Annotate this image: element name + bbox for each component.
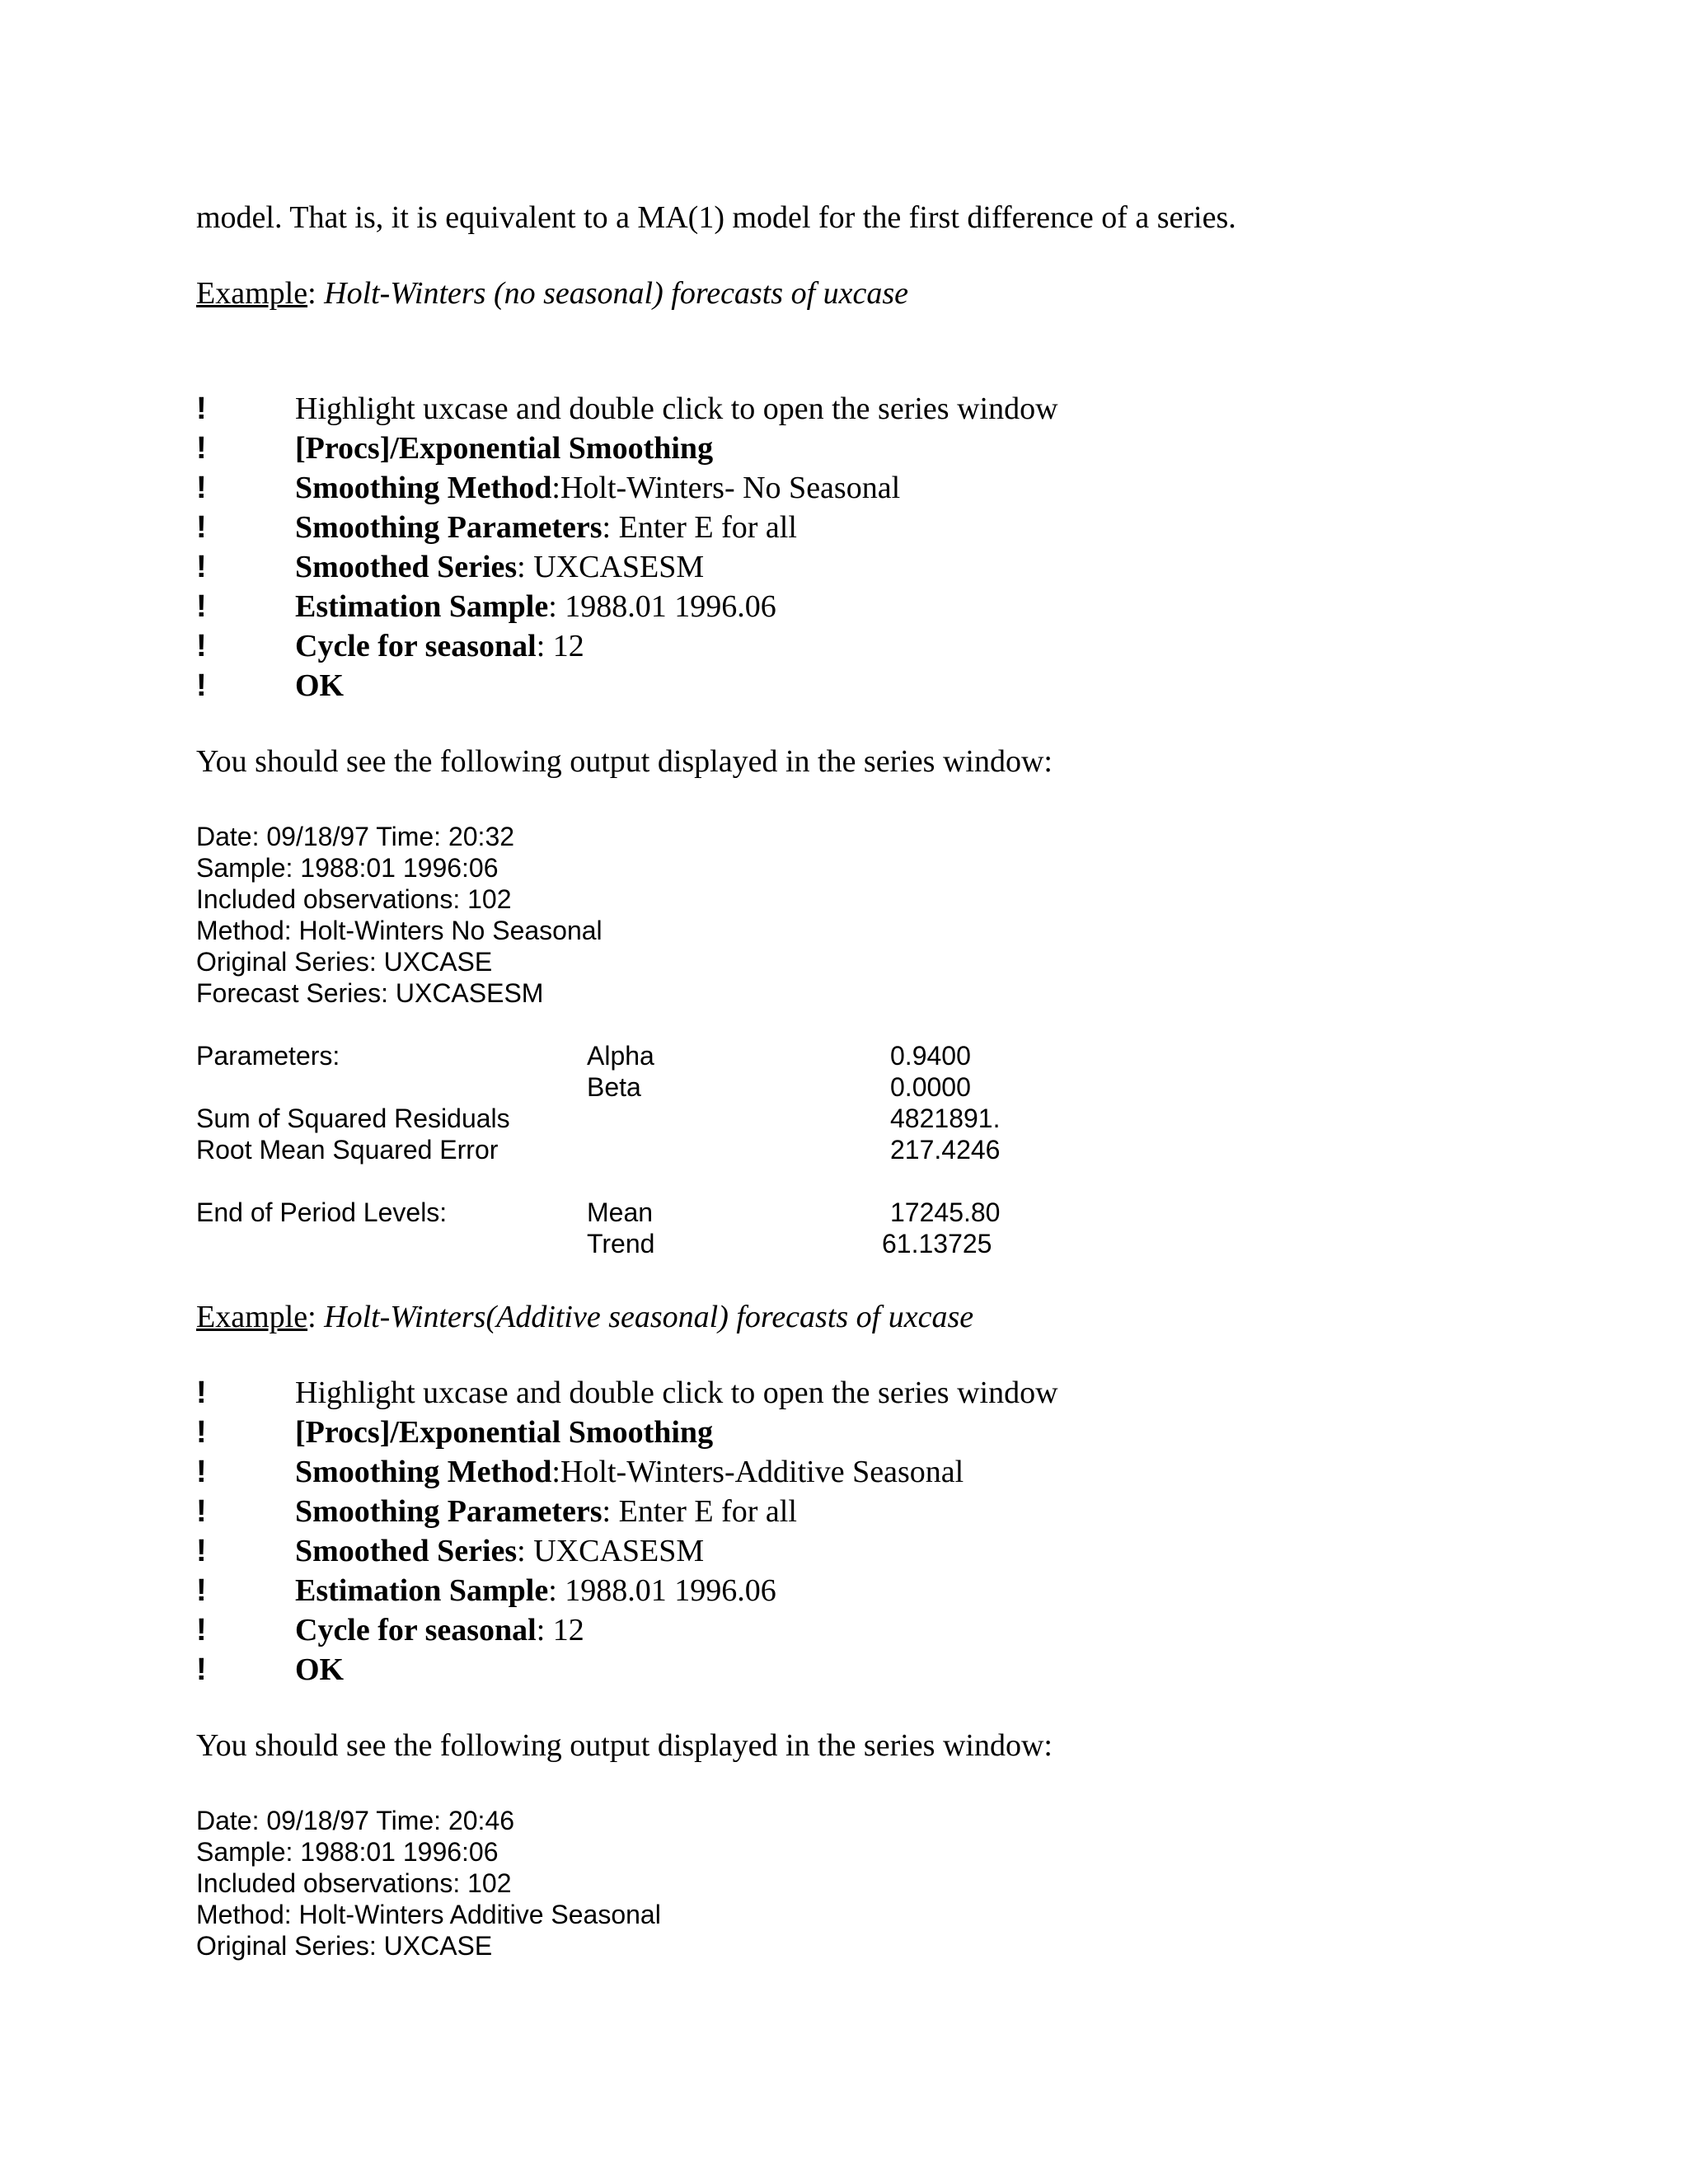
example1-title: Holt-Winters (no seasonal) forecasts of uxcase (324, 276, 909, 311)
output-line: Sample: 1988:01 1996:06 (196, 853, 499, 883)
table-value: 0.0000 (890, 1072, 971, 1102)
output-line: Method: Holt-Winters Additive Seasonal (196, 1900, 661, 1929)
step-bullet: ! (196, 1652, 207, 1687)
table-value: 61.13725 (882, 1229, 992, 1258)
table-param: Trend (587, 1229, 655, 1258)
table-label: Sum of Squared Residuals (196, 1104, 510, 1133)
example2-step-8: OK (295, 1652, 345, 1687)
step-bullet: ! (196, 510, 207, 545)
example1-step-1: Highlight uxcase and double click to open the series window (295, 391, 1058, 426)
step-bullet: ! (196, 1613, 207, 1647)
example2-step-4: Smoothing Parameters: Enter E for all (295, 1494, 797, 1529)
example1-see-output: You should see the following output displayed in the series window: (196, 744, 1053, 779)
output-line: Original Series: UXCASE (196, 947, 493, 977)
output-line: Sample: 1988:01 1996:06 (196, 1837, 499, 1867)
output-line: Method: Holt-Winters No Seasonal (196, 916, 603, 945)
step-bullet: ! (196, 431, 207, 466)
table-value: 0.9400 (890, 1041, 971, 1071)
example2-heading (196, 1297, 973, 1337)
step-bullet: ! (196, 668, 207, 703)
table-param: Alpha (587, 1041, 654, 1071)
example1-step-7: Cycle for seasonal: 12 (295, 629, 584, 663)
table-value: 4821891. (890, 1104, 1001, 1133)
example1-step-2: [Procs]/Exponential Smoothing (295, 431, 714, 466)
step-bullet: ! (196, 629, 207, 663)
step-bullet: ! (196, 391, 207, 426)
output-line: Included observations: 102 (196, 884, 512, 914)
step-bullet: ! (196, 1494, 207, 1529)
step-bullet: ! (196, 1376, 207, 1410)
example1-step-8: OK (295, 668, 345, 703)
example1-label: Example (196, 276, 308, 311)
example1-sep: : (307, 276, 325, 311)
example2-sep: : (307, 1300, 325, 1334)
example2-label: Example (196, 1300, 308, 1334)
example2-step-5: Smoothed Series: UXCASESM (295, 1534, 705, 1568)
example1-step-3: Smoothing Method:Holt-Winters- No Seasonal (295, 471, 901, 505)
example2-title: Holt-Winters(Additive seasonal) forecasts of uxcase (324, 1300, 974, 1334)
output-line: Included observations: 102 (196, 1868, 512, 1898)
example2-see-output: You should see the following output displayed in the series window: (196, 1728, 1053, 1763)
output-line: Date: 09/18/97 Time: 20:46 (196, 1806, 515, 1835)
step-bullet: ! (196, 589, 207, 624)
example2-step-6: Estimation Sample: 1988.01 1996.06 (295, 1573, 776, 1608)
intro-text: model. That is, it is equivalent to a MA(1) model for the first difference of a series. (196, 200, 1236, 235)
table-value: 217.4246 (890, 1135, 1001, 1165)
table-label: Parameters: (196, 1041, 340, 1071)
example1-step-5: Smoothed Series: UXCASESM (295, 550, 705, 584)
example2-step-1: Highlight uxcase and double click to open the series window (295, 1376, 1058, 1410)
table-param: Mean (587, 1197, 654, 1227)
example1-step-4: Smoothing Parameters: Enter E for all (295, 510, 797, 545)
step-bullet: ! (196, 1455, 207, 1489)
example1-step-6: Estimation Sample: 1988.01 1996.06 (295, 589, 776, 624)
table-label: Root Mean Squared Error (196, 1135, 499, 1165)
output-line: Forecast Series: UXCASESM (196, 978, 544, 1008)
table-param: Beta (587, 1072, 641, 1102)
step-bullet: ! (196, 1415, 207, 1450)
table-label: End of Period Levels: (196, 1197, 448, 1227)
step-bullet: ! (196, 1534, 207, 1568)
output-line: Date: 09/18/97 Time: 20:32 (196, 822, 515, 851)
step-bullet: ! (196, 1573, 207, 1608)
output-line: Original Series: UXCASE (196, 1931, 493, 1961)
example1-heading (196, 274, 908, 313)
step-bullet: ! (196, 550, 207, 584)
example2-step-7: Cycle for seasonal: 12 (295, 1613, 584, 1647)
table-value: 17245.80 (890, 1197, 1001, 1227)
example2-step-2: [Procs]/Exponential Smoothing (295, 1415, 714, 1450)
example2-step-3: Smoothing Method:Holt-Winters-Additive Seasonal (295, 1455, 964, 1489)
step-bullet: ! (196, 471, 207, 505)
